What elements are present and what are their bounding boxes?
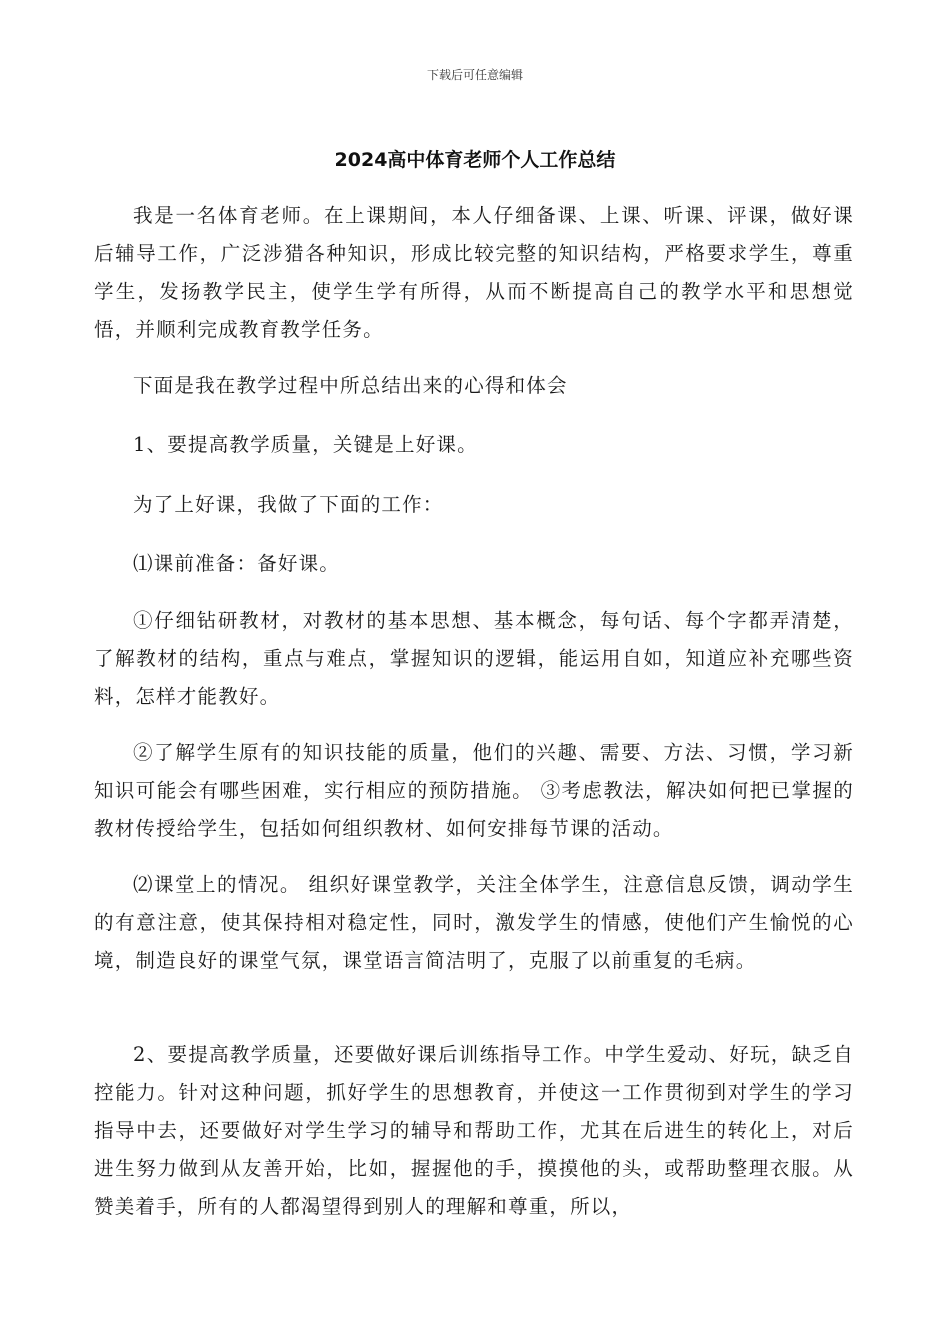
paragraph-subpoint-1: ⑴课前准备：备好课。 [133, 552, 341, 575]
paragraph-subpoint-2: ⑵课堂上的情况。 组织好课堂教学，关注全体学生，注意信息反馈，调动学生的有意注意，使其保持相对稳定性，同时，激发学生的情感，使他们产生愉悦的心境，制造良好的课堂气氛，课堂语言简洁明了，克服了以前重复的毛病。 [94, 873, 854, 972]
paragraph-point-1: 1、要提高教学质量，关键是上好课。 [133, 433, 478, 456]
paragraph-summary-lead: 下面是我在教学过程中所总结出来的心得和体会 [133, 374, 568, 397]
paragraph-intro: 我是一名体育老师。在上课期间，本人仔细备课、上课、听课、评课，做好课后辅导工作，广泛涉猎各种知识，形成比较完整的知识结构，严格要求学生，尊重学生，发扬教学民主，使学生学有所得，从而不断提高自己的教学水平和思想觉悟，并顺利完成教育教学任务。 [94, 204, 854, 341]
document-title: 2024高中体育老师个人工作总结 [334, 149, 616, 171]
paragraph-item-2-3: ②了解学生原有的知识技能的质量，他们的兴趣、需要、方法、习惯，学习新知识可能会有哪些困难，实行相应的预防措施。 ③考虑教法，解决如何把已掌握的教材传授给学生，包括如何组织教材、如何安排每节课的活动。 [94, 741, 854, 840]
page-header: 下载后可任意编辑 [426, 68, 523, 82]
paragraph-point-2: 2、要提高教学质量，还要做好课后训练指导工作。中学生爱动、好玩，缺乏自控能力。针对这种问题，抓好学生的思想教育，并使这一工作贯彻到对学生的学习指导中去，还要做好对学生学习的辅导和帮助工作，尤其在后进生的转化上，对后进生努力做到从友善开始，比如，握握他的手，摸摸他的头，或帮助整理衣服。从赞美着手，所有的人都渴望得到别人的理解和尊重，所以， [94, 1043, 854, 1218]
paragraph-work-lead: 为了上好课，我做了下面的工作： [133, 493, 444, 516]
paragraph-item-1: ①仔细钻研教材，对教材的基本思想、基本概念，每句话、每个字都弄清楚，了解教材的结构，重点与难点，掌握知识的逻辑，能运用自如，知道应补充哪些资料，怎样才能教好。 [94, 609, 854, 708]
